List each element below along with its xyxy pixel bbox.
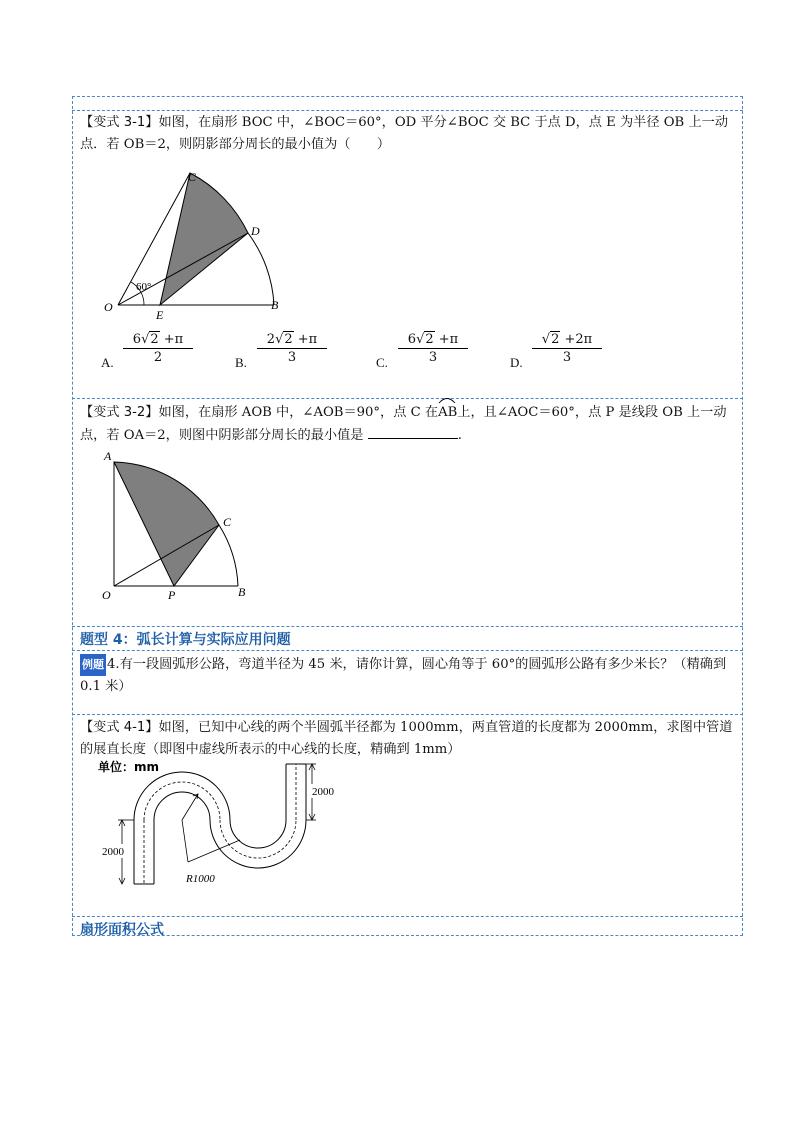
answer-blank[interactable]: [368, 424, 458, 439]
question-text: 上，且∠AOC＝60°，点 P 是线段 OB 上一动点，若 OA＝2，则图中阴影部分周长的最小值是: [80, 405, 727, 443]
sector-aob-figure: [98, 446, 268, 604]
point-o-label: O: [104, 300, 113, 314]
point-b-label: B: [238, 585, 246, 599]
angle-label: 60°: [136, 281, 152, 293]
point-b-label: B: [271, 298, 279, 312]
option-letter: B.: [235, 355, 247, 370]
option-letter: D.: [510, 355, 523, 370]
arc-notation: AB: [438, 402, 457, 424]
divider: [72, 916, 743, 917]
option-c[interactable]: [376, 332, 486, 372]
example-tag: 例题: [80, 654, 106, 676]
variant-4-1-question: [80, 717, 736, 761]
option-letter: C.: [376, 355, 388, 370]
variant-label: 【变式 4-1】: [80, 720, 159, 735]
divider: [72, 714, 743, 715]
point-o-label: O: [102, 588, 111, 602]
section-heading: 扇形面积公式: [80, 922, 164, 938]
unit-label: 单位：mm: [98, 760, 160, 774]
point-p-label: P: [168, 588, 176, 602]
pipe-figure: [98, 758, 338, 890]
option-b[interactable]: [235, 332, 345, 372]
radius-label: R1000: [186, 873, 215, 885]
point-c-label: C: [223, 515, 232, 529]
option-fraction: $\frac{2√2 +\pi}{3}$: [257, 332, 327, 365]
divider: [72, 398, 743, 399]
example-4-question: [80, 654, 736, 698]
point-d-label: D: [251, 224, 260, 238]
variant-3-2-question: 【变式 3-2】如图，在扇形 AOB 中，∠AOB＝90°，点 C 在 AB上，且∠AOC＝60°，点 P 是线段 OB 上一动点，若 OA＝2，则图中阴影部分周长的最小值是 .: [80, 402, 736, 447]
dimension-right: 2000: [312, 786, 334, 798]
point-c-label: C: [188, 170, 197, 184]
option-fraction: $\frac{6√2 +\pi}{2}$: [123, 332, 193, 365]
question-text: 如图，在扇形 BOC 中，∠BOC＝60°，OD 平分∠BOC 交 BC 于点 D，点 E 为半径 OB 上一动点．若 OB＝2，则阴影部分周长的最小值为（ ）: [80, 115, 729, 152]
divider: [72, 110, 743, 111]
option-fraction: $\frac{6√2 +\pi}{3}$: [398, 332, 468, 365]
variant-3-1-question: [80, 112, 736, 156]
question-text: 如图，在扇形 AOB 中，∠AOB＝90°，点 C 在: [158, 405, 439, 420]
sector-boc-figure: [98, 165, 298, 325]
section-heading: 题型 4：弧长计算与实际应用问题: [80, 632, 291, 648]
question-text: 4.有一段圆弧形公路，弯道半径为 45 米，请你计算，圆心角等于 60°的圆弧形公路有多少米长？（精确到 0.1 米）: [80, 657, 727, 694]
option-letter: A.: [101, 355, 114, 370]
divider: [72, 626, 743, 627]
dimension-left: 2000: [102, 846, 124, 858]
divider: [72, 650, 743, 651]
option-fraction: $\frac{√2 +2\pi}{3}$: [532, 332, 602, 365]
option-a[interactable]: [101, 332, 211, 372]
point-a-label: A: [104, 449, 112, 463]
variant-label: 【变式 3-1】: [80, 115, 159, 130]
variant-label: 【变式 3-2】: [80, 405, 159, 420]
option-d[interactable]: [510, 332, 620, 372]
question-text: 如图，已知中心线的两个半圆弧半径都为 1000mm，两直管道的长度都为 2000mm，求图中管道的展直长度（即图中虚线所表示的中心线的长度，精确到 1mm）: [80, 720, 733, 757]
point-e-label: E: [156, 308, 164, 322]
